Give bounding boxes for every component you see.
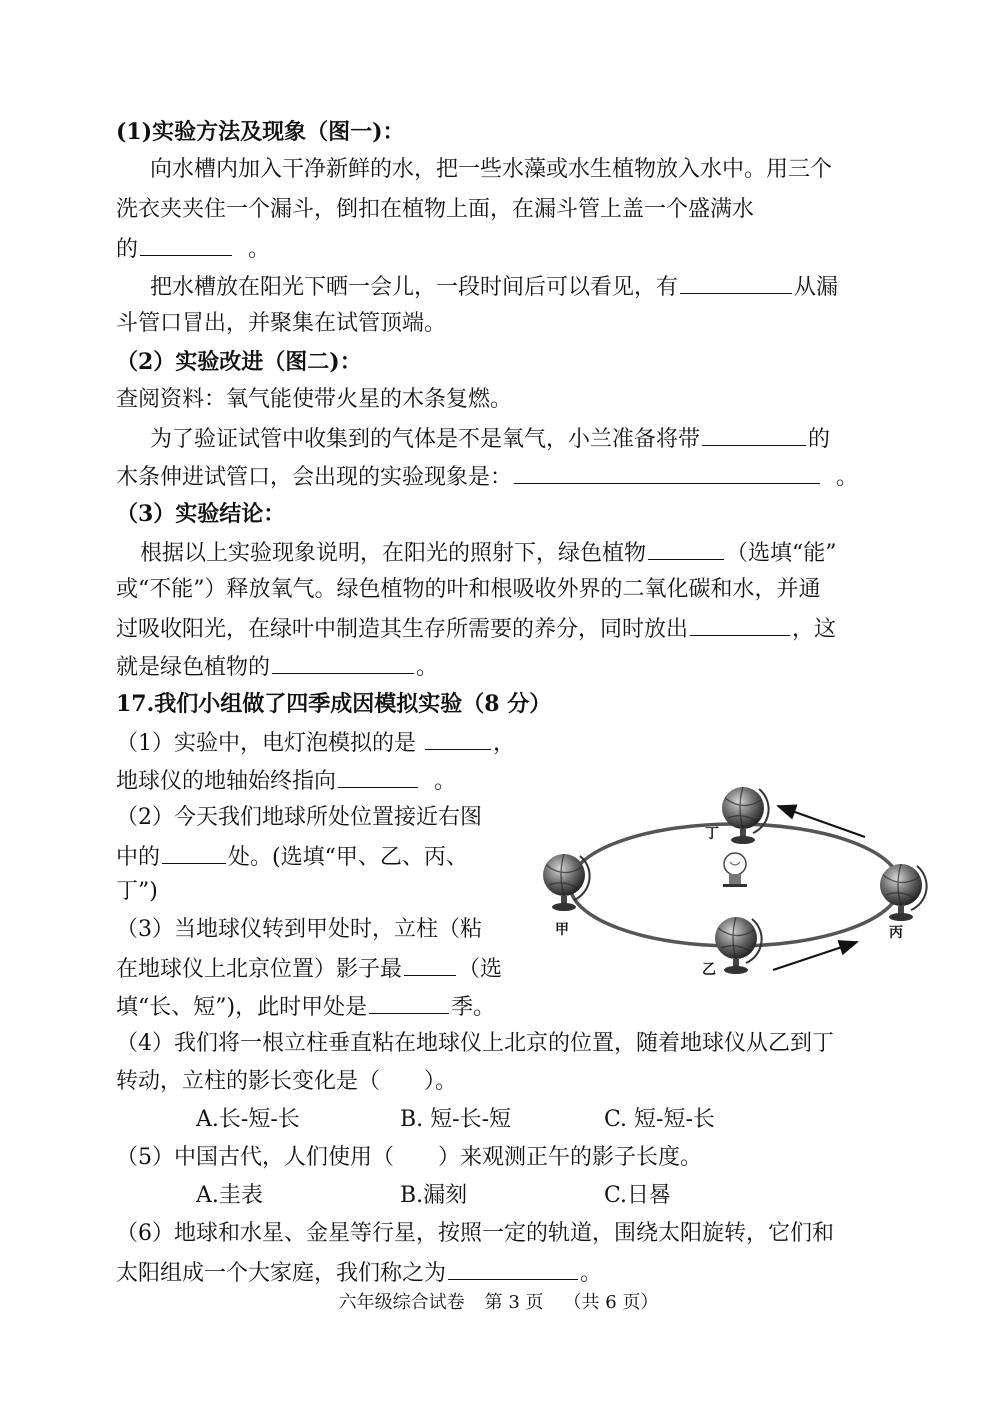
question-17-heading: 17.我们小组做了四季成因模拟实验（8 分） — [116, 691, 552, 717]
text-line: （2）今天我们地球所处位置接近右图 — [116, 805, 482, 830]
text-segment: 过吸收阳光，在绿叶中制造其生存所需要的养分，同时放出 — [116, 617, 689, 642]
option-c[interactable]: C. 短-短-长 — [604, 1107, 715, 1132]
text-line — [116, 727, 515, 757]
globe-bing-icon — [880, 864, 927, 921]
text-segment: ，这 — [792, 617, 837, 642]
text-segment: 的 — [116, 237, 139, 262]
footer-title: 六年级综合试卷 — [338, 1292, 465, 1313]
footer-page-number: 第 3 页 — [484, 1292, 544, 1313]
answer-blank[interactable] — [162, 841, 226, 864]
text-segment: 。 — [416, 655, 439, 680]
section-3-heading: （3）实验结论： — [116, 501, 286, 527]
text-segment: 根据以上实验现象说明，在阳光的照射下，绿色植物 — [140, 541, 647, 566]
text-segment: 。 — [434, 769, 457, 794]
option-c[interactable]: C.日晷 — [604, 1183, 672, 1208]
text-line: （5）中国古代，人们使用（ ）来观测正午的影子长度。 — [116, 1145, 702, 1170]
answer-blank[interactable] — [680, 271, 792, 294]
text-line: 丁”) — [116, 879, 158, 904]
option-b[interactable]: B.漏刻 — [400, 1183, 468, 1208]
text-line — [116, 953, 502, 983]
text-segment: 为了验证试管中收集到的气体是不是氧气，小兰准备将带 — [150, 427, 701, 452]
text-segment: ， — [493, 731, 516, 756]
answer-blank[interactable] — [140, 233, 232, 256]
text-segment: （选填“能” — [726, 541, 837, 566]
text-line — [150, 423, 830, 453]
text-segment: 在地球仪上北京位置）影子最 — [116, 957, 403, 982]
text-line: 或“不能”）释放氧气。绿色植物的叶和根吸收外界的二氧化碳和水，并通 — [116, 577, 821, 602]
answer-blank[interactable] — [369, 991, 449, 1014]
section-2-heading: （2）实验改进（图二)： — [116, 349, 362, 375]
label-ding: 丁 — [705, 826, 719, 842]
text-line — [116, 1257, 602, 1287]
text-segment: 太阳组成一个大家庭，我们称之为 — [116, 1261, 447, 1286]
text-segment: 的 — [808, 427, 831, 452]
text-line: 查阅资料：氧气能使带火星的木条复燃。 — [116, 387, 513, 412]
text-line: （3）当地球仪转到甲处时，立柱（粘 — [116, 917, 482, 942]
text-line — [150, 271, 838, 301]
text-segment: 。 — [580, 1261, 603, 1286]
text-line — [140, 537, 837, 567]
answer-blank[interactable] — [702, 423, 806, 446]
text-line: （4）我们将一根立柱垂直粘在地球仪上北京的位置，随着地球仪从乙到丁 — [116, 1031, 834, 1056]
answer-blank[interactable] — [338, 765, 418, 788]
answer-blank[interactable] — [514, 461, 820, 484]
answer-blank[interactable] — [648, 537, 724, 560]
text-line: （6）地球和水星、金星等行星，按照一定的轨道，围绕太阳旋转，它们和 — [116, 1221, 834, 1246]
text-segment: 填“长、短”)，此时甲处是 — [116, 995, 368, 1020]
text-segment: 。 — [248, 237, 271, 262]
footer-total-pages: （共 6 页） — [563, 1292, 659, 1313]
text-segment: 。 — [836, 465, 859, 490]
text-line — [116, 765, 456, 795]
text-line: 洗衣夹夹住一个漏斗，倒扣在植物上面，在漏斗管上盖一个盛满水 — [116, 197, 755, 222]
option-a[interactable]: A.长-短-长 — [196, 1107, 300, 1132]
option-b[interactable]: B. 短-长-短 — [400, 1107, 512, 1132]
text-segment: 处。(选填“甲、乙、丙、 — [228, 845, 468, 870]
section-1-heading: (1)实验方法及现象（图一)： — [116, 119, 405, 145]
answer-blank[interactable] — [448, 1257, 578, 1280]
text-line — [116, 841, 468, 871]
arrow-lower — [773, 942, 857, 970]
text-line: 转动，立柱的影长变化是（ ）。 — [116, 1069, 458, 1094]
label-bing: 丙 — [889, 925, 903, 941]
text-segment: 就是绿色植物的 — [116, 655, 271, 680]
text-segment: （1）实验中，电灯泡模拟的是 — [116, 731, 416, 756]
page-footer — [0, 1290, 997, 1316]
option-a[interactable]: A.圭表 — [196, 1183, 263, 1208]
seasons-orbit-diagram — [535, 780, 930, 990]
text-segment: （选 — [458, 957, 503, 982]
text-segment: 从漏 — [794, 275, 839, 300]
text-segment: 地球仪的地轴始终指向 — [116, 769, 337, 794]
text-line — [116, 651, 438, 681]
globe-ding-icon — [722, 787, 769, 844]
answer-blank[interactable] — [272, 651, 414, 674]
light-bulb-icon — [723, 853, 747, 887]
text-line — [116, 991, 495, 1021]
text-segment: 季。 — [451, 995, 496, 1020]
text-line — [116, 461, 858, 491]
text-line: 向水槽内加入干净新鲜的水，把一些水藻或水生植物放入水中。用三个 — [150, 157, 833, 182]
text-segment: 木条伸进试管口，会出现的实验现象是： — [116, 465, 513, 490]
label-jia: 甲 — [555, 922, 569, 938]
orbit-svg — [535, 780, 930, 990]
text-segment: 中的 — [116, 845, 161, 870]
text-line — [116, 613, 836, 643]
globe-yi-icon — [715, 917, 762, 974]
text-segment: 把水槽放在阳光下晒一会儿，一段时间后可以看见，有 — [150, 275, 679, 300]
text-line: 斗管口冒出，并聚集在试管顶端。 — [116, 311, 447, 336]
answer-blank[interactable] — [404, 953, 456, 976]
text-line — [116, 233, 270, 263]
answer-blank[interactable] — [425, 727, 491, 750]
label-yi: 乙 — [702, 962, 716, 978]
answer-blank[interactable] — [690, 613, 790, 636]
